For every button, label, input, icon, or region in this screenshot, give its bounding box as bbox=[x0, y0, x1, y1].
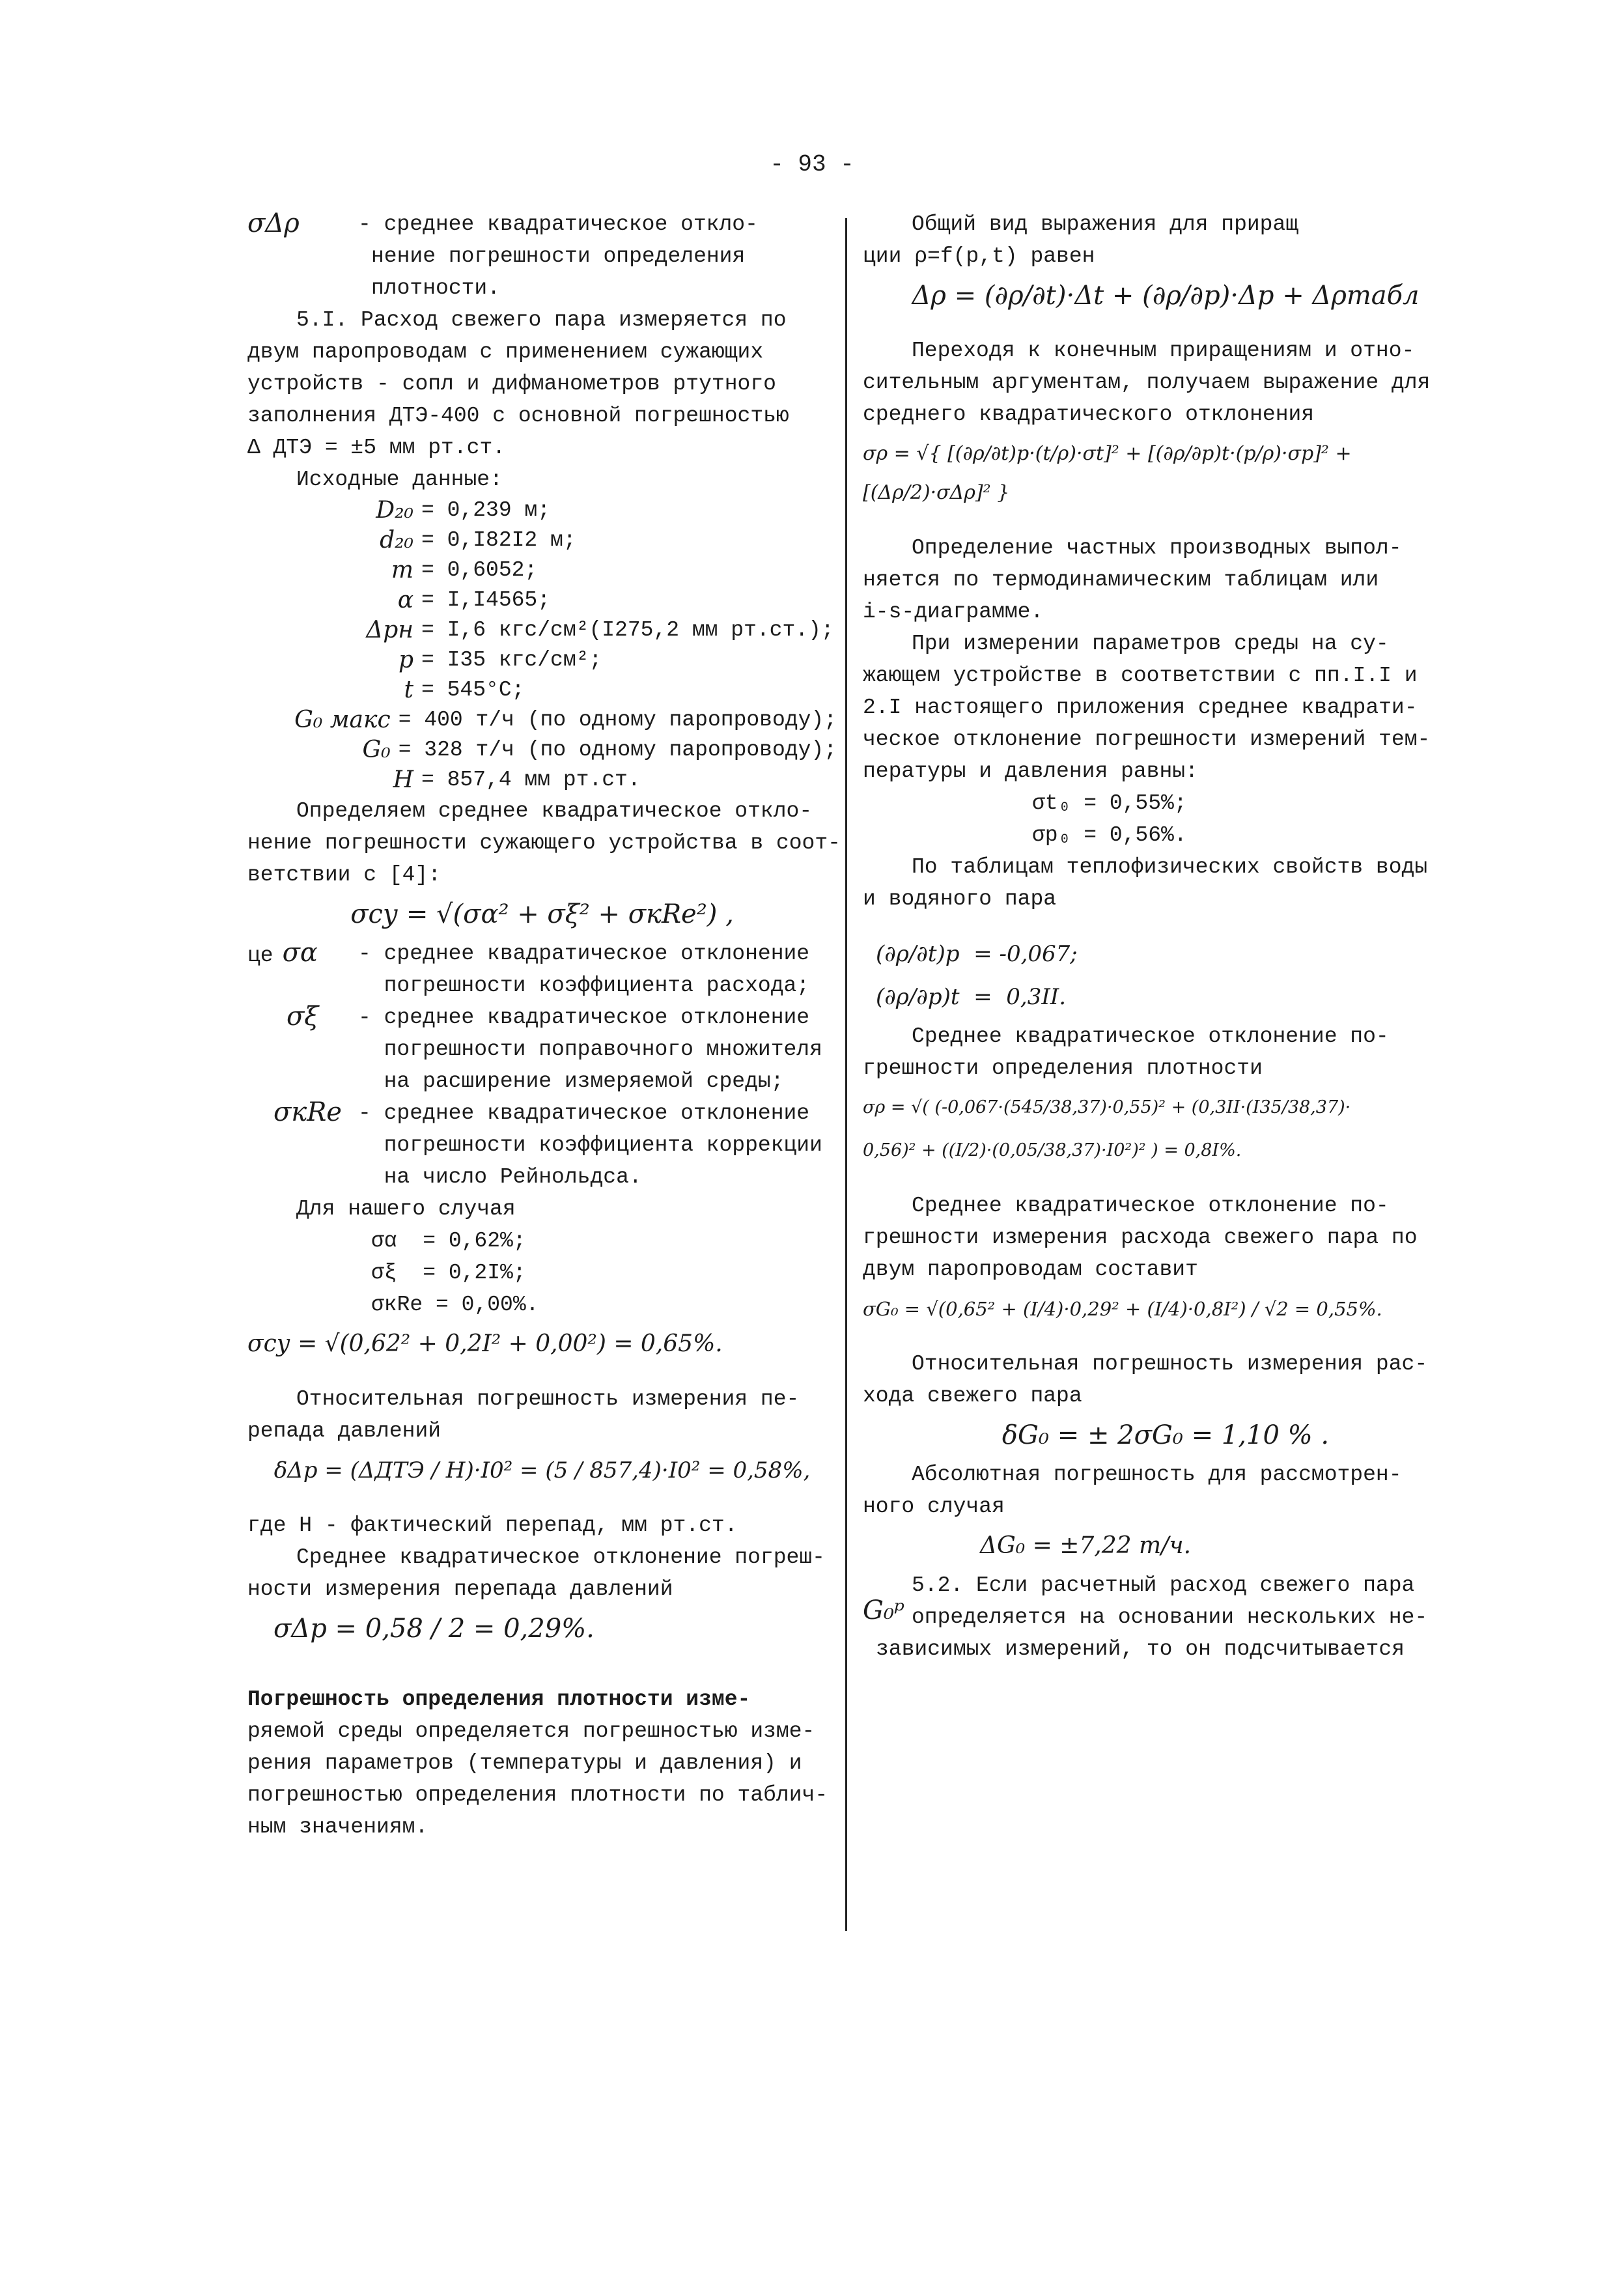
density-paragraph bbox=[247, 1683, 837, 1843]
case-value: σξ = 0,2I%; bbox=[371, 1261, 526, 1285]
param-value: = I,I4565; bbox=[421, 588, 551, 612]
text-line: двум паропроводам составит bbox=[863, 1257, 1198, 1282]
text-line: ряемой среды определяется погрешностью изме- bbox=[247, 1719, 815, 1743]
def-line: - среднее квадратическое отклонение bbox=[358, 942, 810, 966]
intro-symbol: σΔρ bbox=[247, 208, 300, 238]
text-line: Переходя к конечным приращениям и отно- bbox=[912, 339, 1415, 363]
text-line: Определение частных производных выпол- bbox=[912, 536, 1402, 560]
text-line: Абсолютная погрешность для рассмотрен- bbox=[912, 1463, 1402, 1487]
text-line: Погрешность определения плотности изме- bbox=[247, 1687, 751, 1711]
text-line: ветствии с [4]: bbox=[247, 863, 441, 887]
spacer bbox=[863, 915, 1468, 931]
definition-kre bbox=[247, 1097, 837, 1193]
param-key: d₂₀ bbox=[380, 527, 413, 554]
text-line: 2.I настоящего приложения среднее квадрати- bbox=[863, 695, 1418, 720]
page-number: - 93 - bbox=[770, 151, 854, 178]
def-symbol bbox=[247, 938, 318, 968]
param-key: p bbox=[398, 647, 413, 673]
text-line: При измерении параметров среды на су- bbox=[912, 632, 1389, 656]
derivative-dt: (∂ρ/∂t)p = -0,067; bbox=[876, 941, 1078, 967]
param-value: = 0,6052; bbox=[421, 558, 538, 582]
text-line: Относительная погрешность измерения пе- bbox=[296, 1387, 800, 1411]
spacer bbox=[863, 319, 1468, 335]
param-key: m bbox=[391, 557, 413, 583]
p52-symbol: G₀ᵖ bbox=[863, 1595, 904, 1625]
text-line: пературы и давления равны: bbox=[863, 759, 1198, 783]
text-line: По таблицам теплофизических свойств воды bbox=[912, 855, 1428, 879]
text-line: репада давлений bbox=[247, 1419, 441, 1443]
text-line: устройств - сопл и дифманометров ртутного bbox=[247, 372, 776, 396]
spacer bbox=[247, 1368, 837, 1383]
text-line: i-s-диаграмме. bbox=[863, 600, 1044, 624]
def-line: погрешности коэффициента коррекции bbox=[358, 1133, 822, 1157]
paragraph-5-1 bbox=[247, 304, 837, 464]
param-row bbox=[247, 555, 837, 585]
spacer bbox=[247, 1652, 837, 1683]
param-value: = 0,239 м; bbox=[421, 498, 551, 522]
text-line: Среднее квадратическое отклонение по- bbox=[912, 1194, 1389, 1218]
intro-definition bbox=[247, 208, 837, 304]
param-value: = I,6 кгс/см²(I275,2 мм рт.ст.); bbox=[421, 618, 834, 642]
text-line: няется по термодинамическим таблицам или bbox=[863, 568, 1379, 592]
text-line: зависимых измерений, то он подсчитывается bbox=[876, 1637, 1405, 1661]
text-line: Δ ДТЭ = ±5 мм рт.ст. bbox=[247, 436, 506, 460]
def-sym-text: σα bbox=[282, 938, 318, 968]
text-line: 5.I. Расход свежего пара измеряется по bbox=[296, 308, 787, 332]
spacer bbox=[863, 1332, 1468, 1348]
param-key: G₀ макс bbox=[294, 707, 391, 733]
definition-alpha bbox=[247, 938, 837, 1002]
text-line: ции ρ=f(p,t) равен bbox=[863, 244, 1095, 268]
param-value: = 545°C; bbox=[421, 678, 525, 702]
param-key: H bbox=[393, 766, 413, 793]
param-row bbox=[247, 496, 837, 526]
case-value: σα = 0,62%; bbox=[371, 1229, 526, 1253]
param-key: α bbox=[397, 587, 413, 613]
formula-density-line1: σρ = √( (-0,067·(545/38,37)·0,55)² + (0,3II·(I35/38,37)· bbox=[863, 1097, 1351, 1117]
spacer bbox=[247, 1494, 837, 1510]
param-value: = 328 т/ч (по одному паропроводу); bbox=[398, 738, 837, 762]
paragraph-5-2 bbox=[863, 1569, 1468, 1665]
def-prefix: це bbox=[247, 944, 273, 968]
text-line: среднего квадратического отклонения bbox=[863, 402, 1315, 427]
text-line: 5.2. Если расчетный расход свежего пара bbox=[912, 1573, 1415, 1597]
definitions bbox=[247, 938, 837, 1193]
text-line: ческое отклонение погрешности измерений тем- bbox=[863, 727, 1431, 751]
param-value: = 0,I82I2 м; bbox=[421, 528, 576, 552]
param-row bbox=[247, 705, 837, 735]
text-line: жающем устройстве в соответствии с пп.I.I и bbox=[863, 664, 1418, 688]
right-column bbox=[863, 208, 1468, 1665]
definition-xi bbox=[247, 1002, 837, 1097]
param-row bbox=[247, 585, 837, 615]
def-line: на расширение измеряемой среды; bbox=[358, 1069, 784, 1093]
case-value: σкRe = 0,00%. bbox=[371, 1293, 539, 1317]
def-symbol: σкRe bbox=[273, 1097, 342, 1127]
text-line: Общий вид выражения для приращ bbox=[912, 212, 1299, 236]
where-h: где H - фактический перепад, мм рт.ст. bbox=[247, 1513, 738, 1538]
text-line: рения параметров (температуры и давления) и bbox=[247, 1751, 802, 1775]
def-symbol: σξ bbox=[287, 1002, 319, 1032]
derivative-dp: (∂ρ/∂p)t = 0,3II. bbox=[876, 984, 1067, 1010]
formula-sigma-cy: σсу = √(σα² + σξ² + σкRe²) , bbox=[350, 899, 734, 929]
param-value: = I35 кгс/см²; bbox=[421, 648, 602, 672]
param-row bbox=[247, 645, 837, 675]
spacer bbox=[863, 1174, 1468, 1190]
def-line: - среднее квадратическое отклонение bbox=[358, 1101, 810, 1125]
sigma-value: σp₀ = 0,56%. bbox=[1032, 823, 1187, 847]
parameter-list bbox=[247, 496, 837, 795]
text-line: двум паропроводам с применением сужающих bbox=[247, 340, 764, 364]
formula-density-line2: 0,56)² + ((I/2)·(0,05/38,37)·I0²)² ) = 0,8I%. bbox=[863, 1140, 1242, 1160]
text-line: заполнения ДТЭ-400 с основной погрешностью bbox=[247, 404, 789, 428]
sigma-value: σt₀ = 0,55%; bbox=[1032, 791, 1187, 815]
formula-sigma-g0: σG₀ = √(0,65² + (I/4)·0,29² + (I/4)·0,8I²) / √2 = 0,55%. bbox=[863, 1298, 1382, 1320]
formula-sigma-cy-value: σсу = √(0,62² + 0,2I² + 0,00²) = 0,65%. bbox=[247, 1330, 723, 1357]
formula-delta-g0: δG₀ = ± 2σG₀ = 1,10 % . bbox=[1001, 1420, 1330, 1450]
def-line: на число Рейнольдса. bbox=[358, 1165, 642, 1189]
text-line: ного случая bbox=[863, 1495, 1005, 1519]
param-row bbox=[247, 675, 837, 705]
formula-abs-error: ΔG₀ = ±7,22 т/ч. bbox=[980, 1532, 1192, 1559]
determine-paragraph bbox=[247, 795, 841, 891]
text-line: нение погрешности сужающего устройства в соот- bbox=[247, 831, 841, 855]
text-line: Среднее квадратическое отклонение по- bbox=[912, 1024, 1389, 1048]
def-line: - среднее квадратическое отклонение bbox=[358, 1005, 810, 1030]
text-line: сительным аргументам, получаем выражение для bbox=[863, 371, 1431, 395]
text-line: хода свежего пара bbox=[863, 1384, 1082, 1408]
formula-delta-dp: δΔp = (ΔДТЭ / H)·I0² = (5 / 857,4)·I0² = 0,58%, bbox=[273, 1457, 811, 1483]
param-row bbox=[247, 735, 837, 765]
left-column bbox=[247, 208, 841, 1843]
param-key: Δpн bbox=[366, 617, 413, 643]
param-value: = 857,4 мм рт.ст. bbox=[421, 768, 641, 792]
text-line: грешности измерения расхода свежего пара по bbox=[863, 1226, 1418, 1250]
our-case: Для нашего случая bbox=[296, 1197, 516, 1221]
text-line: определяется на основании нескольких не- bbox=[912, 1605, 1428, 1629]
param-key: D₂₀ bbox=[376, 497, 413, 524]
param-key: G₀ bbox=[362, 737, 391, 763]
input-heading: Исходные данные: bbox=[296, 468, 503, 492]
formula-sigma-rho: σρ = √{ [(∂ρ/∂t)p·(t/ρ)·σt]² + [(∂ρ/∂p)t·(p/ρ)·σp]² + [(Δρ/2)·σΔρ]² } bbox=[863, 442, 1352, 504]
spacer bbox=[863, 516, 1468, 532]
text-line: ным значениям. bbox=[247, 1815, 428, 1839]
intro-line: плотности. bbox=[371, 276, 501, 300]
param-row bbox=[247, 526, 837, 555]
def-line: погрешности поправочного множителя bbox=[358, 1037, 822, 1061]
param-row bbox=[247, 765, 837, 795]
text-line: ности измерения перепада давлений bbox=[247, 1577, 673, 1601]
text-line: грешности определения плотности bbox=[863, 1056, 1263, 1080]
text-line: Относительная погрешность измерения рас- bbox=[912, 1352, 1428, 1376]
def-line: погрешности коэффициента расхода; bbox=[358, 974, 810, 998]
param-value: = 400 т/ч (по одному паропроводу); bbox=[398, 708, 837, 732]
formula-sigma-dp: σΔp = 0,58 / 2 = 0,29%. bbox=[273, 1614, 595, 1644]
intro-line: нение погрешности определения bbox=[371, 244, 746, 268]
text-line: и водяного пара bbox=[863, 887, 1057, 911]
text-line: Определяем среднее квадратическое откло- bbox=[296, 799, 813, 823]
text-line: погрешностью определения плотности по таблич- bbox=[247, 1783, 828, 1807]
param-row bbox=[247, 615, 837, 645]
param-key: t bbox=[404, 677, 413, 703]
intro-line: - среднее квадратическое откло- bbox=[358, 212, 758, 236]
text-line: Среднее квадратическое отклонение погреш- bbox=[296, 1545, 825, 1569]
column-divider bbox=[845, 218, 847, 1931]
formula-delta-rho: Δρ = (∂ρ/∂t)·Δt + (∂ρ/∂p)·Δp + Δρтабл bbox=[912, 281, 1420, 311]
